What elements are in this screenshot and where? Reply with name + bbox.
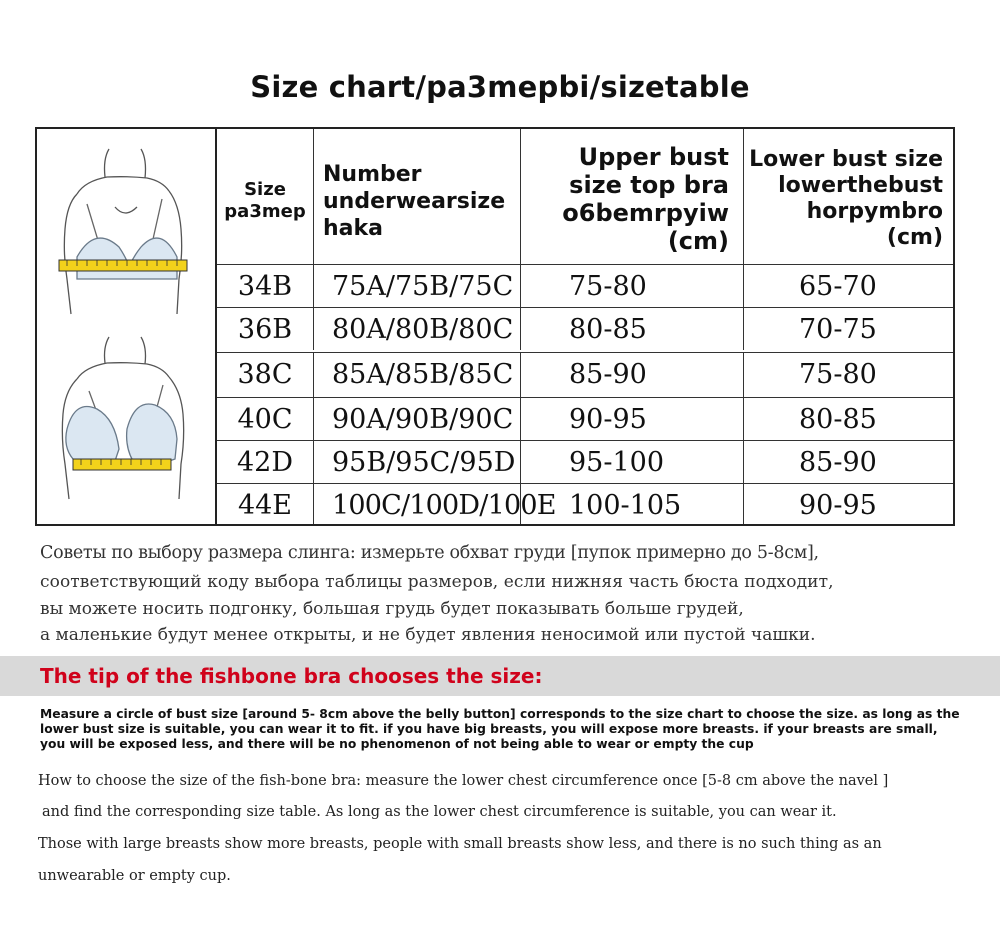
how-to-line: How to choose the size of the fish-bone bra: measure the lower chest circumference once [5-8 cm above the navel ] [38,773,889,789]
russian-tip-line: Советы по выбору размера слинга: измерьте обхват груди [пупок примерно до 5-8см], [40,543,819,563]
bra-figure-illustration [37,129,215,524]
header-size-line: Size [244,179,286,200]
russian-tip-line: вы можете носить подгонку, большая грудь будет показывать больше грудей, [40,599,744,619]
table-row [217,307,953,350]
cell-upper: 100-105 [521,484,744,524]
measuring-tape-bottom [73,459,171,470]
measuring-tape-top [59,260,187,271]
header-number-line: underwearsize [323,189,506,214]
header-upper-line: o6bemrpyiw [562,199,729,227]
header-number [314,129,521,264]
figure-bottom [62,337,183,499]
cell-size: 40C [217,398,314,440]
table-row [217,397,953,440]
header-number-line: haka [323,216,383,241]
cell-size: 36B [217,308,314,350]
cell-lower: 65-70 [799,271,877,302]
cell-upper: 95-100 [521,441,744,483]
header-size-line: pa3mep [224,201,306,222]
tip-heading: The tip of the fishbone bra chooses the size: [40,664,543,688]
header-number-line: Number [323,162,422,187]
cell-lower: 70-75 [799,314,877,345]
header-size [217,129,314,264]
cell-number: 95B/95C/95D [314,441,521,483]
size-table [35,127,955,526]
cell-number: 80A/80B/80C [314,308,521,350]
russian-tip-line: соответствующий коду выбора таблицы размеров, если нижняя часть бюста подходит, [40,572,834,592]
header-upper-line: Upper bust [578,143,729,171]
tip-heading-band [0,656,1000,696]
cell-lower: 90-95 [799,490,877,521]
how-to-line: Those with large breasts show more breasts, people with small breasts show less, and there is no such thing as an [38,836,882,852]
cell-upper: 85-90 [521,353,744,397]
cell-number: 75A/75B/75C [314,265,521,307]
russian-tip-line: а маленькие будут менее открыты, и не будет явления неносимой или пустой чашки. [40,625,816,645]
cell-upper: 90-95 [521,398,744,440]
how-to-line: and find the corresponding size table. As long as the lower chest circumference is suitable, you can wear it. [42,804,837,820]
table-row [217,440,953,483]
header-lower-bust [744,129,953,264]
table-row [217,352,953,397]
header-lower-line: (cm) [886,225,943,250]
header-lower-line: lowerthebust [778,173,943,198]
header-upper-line: (cm) [667,227,729,255]
table-row [217,264,953,307]
cell-lower: 80-85 [799,404,877,435]
cell-size: 44E [217,484,314,524]
table-row [217,483,953,524]
cell-number: 100C/100D/100E [314,484,521,524]
bra-illustrations [37,129,217,524]
cell-upper: 75-80 [521,265,744,307]
cell-lower: 75-80 [799,359,877,390]
cell-number: 85A/85B/85C [314,353,521,397]
cell-lower: 85-90 [799,447,877,478]
header-upper-bust [521,129,744,264]
cell-size: 42D [217,441,314,483]
header-upper-line: size top bra [569,171,729,199]
figure-top [64,149,181,314]
header-lower-line: Lower bust size [749,147,943,172]
cell-number: 90A/90B/90C [314,398,521,440]
how-to-line: unwearable or empty cup. [38,868,231,884]
tip-body: Measure a circle of bust size [around 5- 8cm above the belly button] corresponds to the size chart to choose the size. as long as the lower bust size is suitable, you can wear it to fit. if you have big breasts, you will expose more breasts. if your breasts are small, you will be exposed less, and there will be no phenomenon of not being able to wear or empty the cup [40,707,960,751]
cell-size: 34B [217,265,314,307]
cell-size: 38C [217,353,314,397]
page-title: Size chart/pa3mepbi/sizetable [250,70,750,104]
cell-upper: 80-85 [521,308,744,350]
header-lower-line: horpymbro [806,199,943,224]
size-grid [217,129,953,524]
